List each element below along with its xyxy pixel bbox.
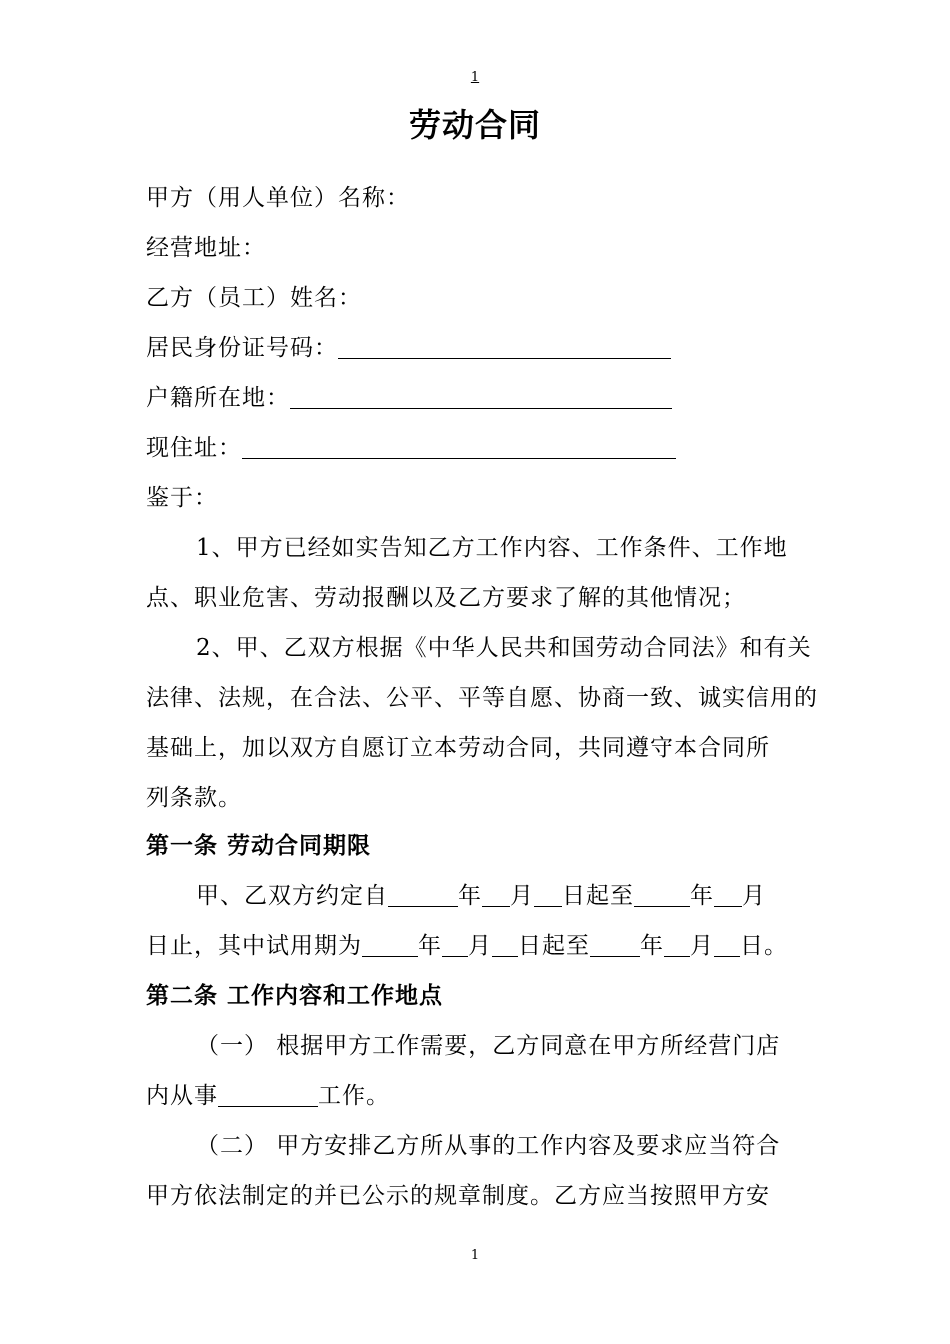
recital-2-line-1: 2、甲、乙双方根据《中华人民共和国劳动合同法》和有关 xyxy=(196,635,812,661)
article-2-clause-1-line-1: （一） 根据甲方工作需要，乙方同意在甲方所经营门店 xyxy=(196,1033,781,1059)
article-2-clause-2-line-1: （二） 甲方安排乙方所从事的工作内容及要求应当符合 xyxy=(196,1133,781,1159)
year-label: 年 xyxy=(640,933,664,959)
month-label: 月 xyxy=(690,933,714,959)
day-to-label: 日起至 xyxy=(562,883,634,909)
start-year-blank[interactable] xyxy=(388,884,458,907)
month-label: 月 xyxy=(742,883,766,909)
business-address-label: 经营地址： xyxy=(146,235,266,261)
article-2-clause-1-line-2 xyxy=(146,1081,390,1111)
job-title-blank[interactable] xyxy=(218,1084,318,1107)
article-1-term-line-2 xyxy=(146,931,788,961)
article-1-term-line-1 xyxy=(196,881,766,911)
year-label: 年 xyxy=(418,933,442,959)
household-registration-field xyxy=(146,383,672,413)
id-number-blank[interactable] xyxy=(338,336,671,359)
recital-2-line-3: 基础上，加以双方自愿订立本劳动合同，共同遵守本合同所 xyxy=(146,735,770,761)
probation-start-month-blank[interactable] xyxy=(442,934,468,957)
document-title: 劳动合同 xyxy=(408,106,541,144)
article-2-heading: 第二条 工作内容和工作地点 xyxy=(146,983,444,1009)
work-label: 工作。 xyxy=(318,1083,390,1109)
recital-2-line-2: 法律、法规，在合法、公平、平等自愿、协商一致、诚实信用的 xyxy=(146,685,818,711)
probation-end-day-blank[interactable] xyxy=(714,934,740,957)
article-1-heading: 第一条 劳动合同期限 xyxy=(146,833,372,859)
party-b-name-field xyxy=(146,283,362,313)
end-year-blank[interactable] xyxy=(634,884,690,907)
current-address-field xyxy=(146,433,676,463)
year-label: 年 xyxy=(458,883,482,909)
probation-end-month-blank[interactable] xyxy=(664,934,690,957)
current-address-blank[interactable] xyxy=(242,436,676,459)
recital-1-line-1: 1、甲方已经如实告知乙方工作内容、工作条件、工作地 xyxy=(196,535,788,561)
term-text: 甲、乙双方约定自 xyxy=(196,883,388,909)
probation-start-day-blank[interactable] xyxy=(492,934,518,957)
whereas-label: 鉴于： xyxy=(146,485,218,511)
day-label: 日。 xyxy=(740,933,788,959)
engage-in-text: 内从事 xyxy=(146,1083,218,1109)
party-a-name-label: 甲方（用人单位）名称： xyxy=(146,185,410,211)
footer-page-number: 1 xyxy=(470,1248,480,1263)
probation-text: 日止，其中试用期为 xyxy=(146,933,362,959)
party-b-name-label: 乙方（员工）姓名： xyxy=(146,285,362,311)
party-a-name-field xyxy=(146,183,410,213)
end-month-blank[interactable] xyxy=(714,884,742,907)
month-label: 月 xyxy=(510,883,534,909)
id-number-field xyxy=(146,333,671,363)
current-address-label: 现住址： xyxy=(146,435,242,461)
start-day-blank[interactable] xyxy=(534,884,562,907)
recital-2-line-4: 列条款。 xyxy=(146,785,242,811)
id-number-label: 居民身份证号码： xyxy=(146,335,338,361)
business-address-field xyxy=(146,233,266,263)
month-label: 月 xyxy=(468,933,492,959)
start-month-blank[interactable] xyxy=(482,884,510,907)
article-2-clause-2-line-2: 甲方依法制定的并已公示的规章制度。乙方应当按照甲方安 xyxy=(146,1183,770,1209)
day-to-label: 日起至 xyxy=(518,933,590,959)
year-label: 年 xyxy=(690,883,714,909)
probation-start-year-blank[interactable] xyxy=(362,934,418,957)
probation-end-year-blank[interactable] xyxy=(590,934,640,957)
household-registration-label: 户籍所在地： xyxy=(146,385,290,411)
household-registration-blank[interactable] xyxy=(290,386,672,409)
header-page-number: 1 xyxy=(470,70,480,85)
recital-1-line-2: 点、职业危害、劳动报酬以及乙方要求了解的其他情况； xyxy=(146,585,746,611)
